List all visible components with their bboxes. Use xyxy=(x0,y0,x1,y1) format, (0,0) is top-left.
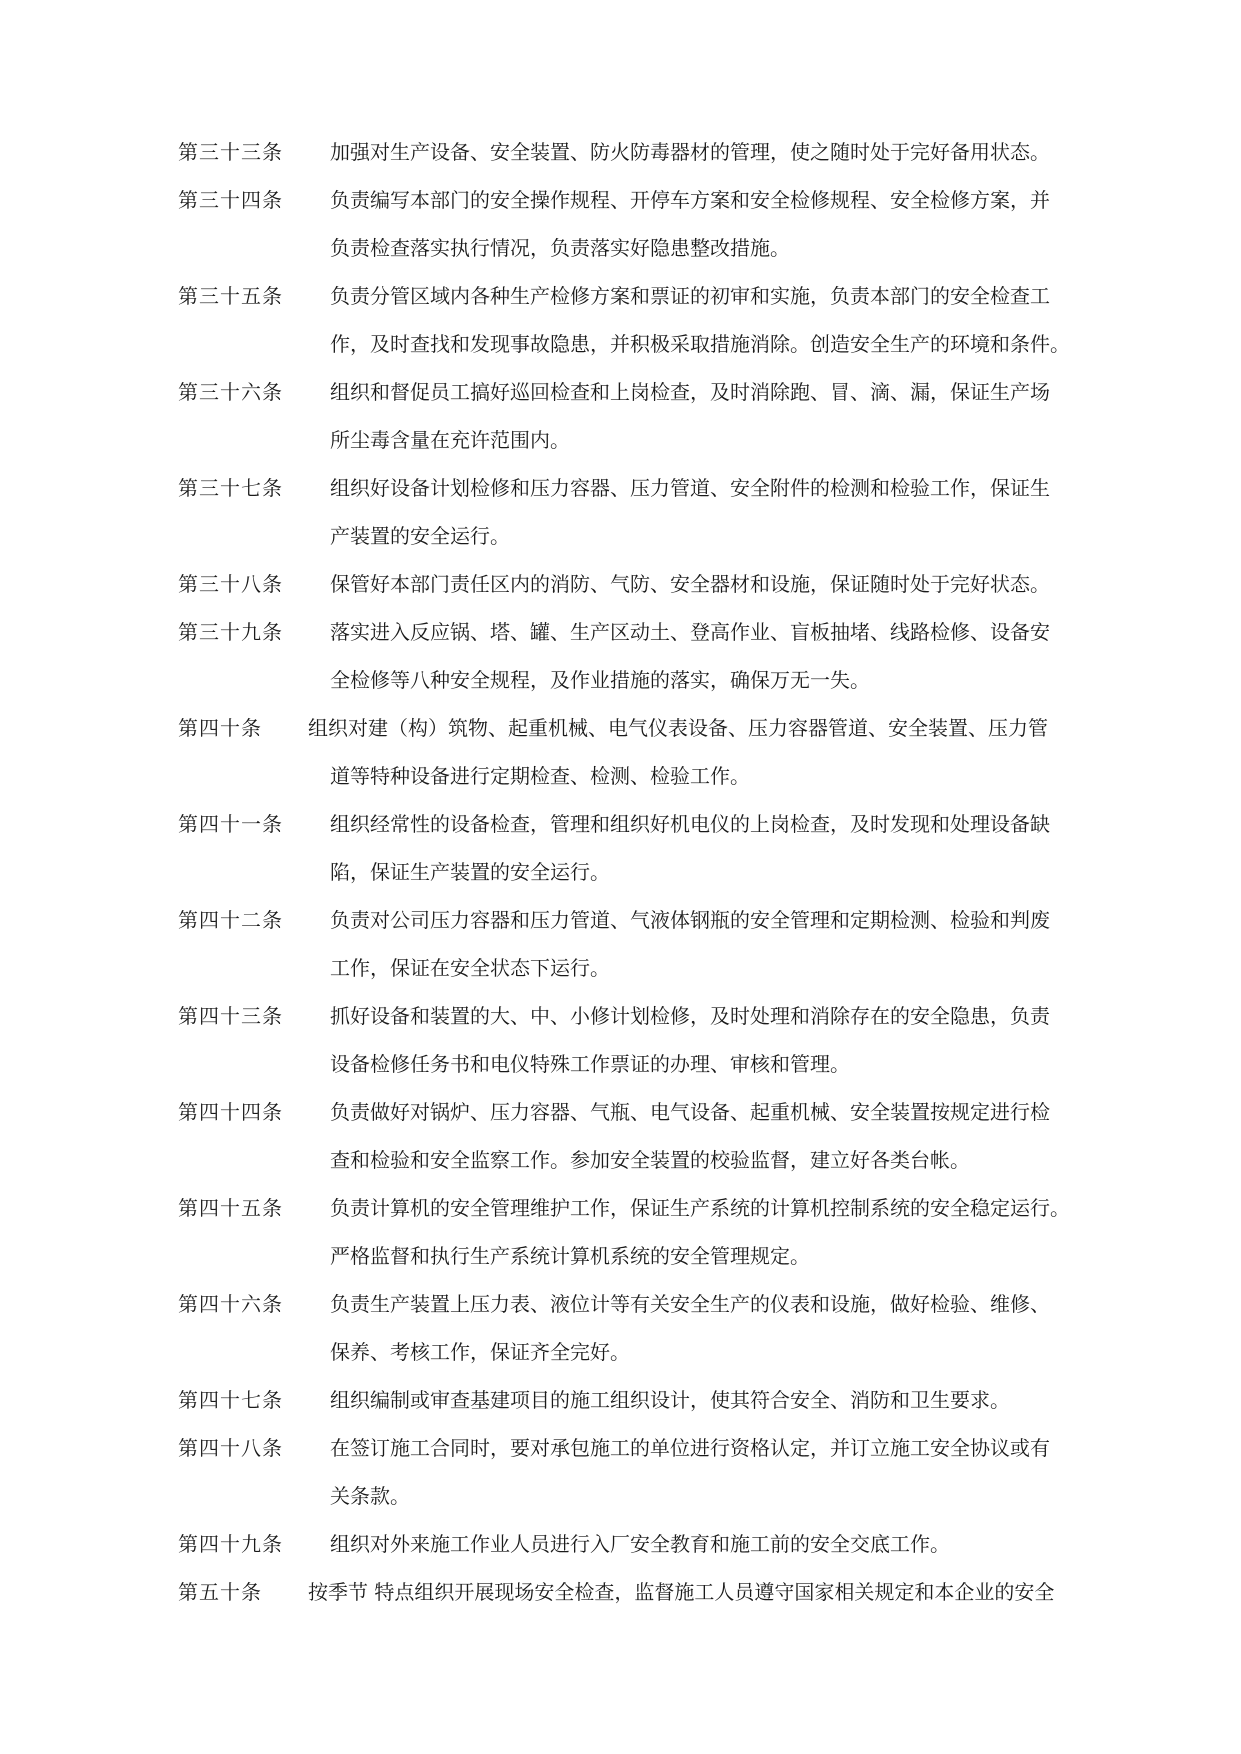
article-number: 第四十八条 xyxy=(178,1436,283,1460)
article-item xyxy=(178,992,1138,1088)
article-number: 第三十三条 xyxy=(178,140,283,164)
article-text-line: 严格监督和执行生产系统计算机系统的安全管理规定。 xyxy=(330,1244,810,1268)
article-text-line: 作，及时查找和发现事故隐患，并积极采取措施消除。创造安全生产的环境和条件。 xyxy=(330,332,1070,356)
article-number: 第三十八条 xyxy=(178,572,283,596)
article-item xyxy=(178,1376,1138,1424)
article-text-line: 陷，保证生产装置的安全运行。 xyxy=(330,860,610,884)
article-item xyxy=(178,896,1138,992)
article-text-line: 全检修等八种安全规程，及作业措施的落实，确保万无一失。 xyxy=(330,668,870,692)
article-number: 第四十九条 xyxy=(178,1532,283,1556)
article-text-line: 负责分管区域内各种生产检修方案和票证的初审和实施，负责本部门的安全检查工 xyxy=(330,284,1050,308)
article-text-line: 道等特种设备进行定期检查、检测、检验工作。 xyxy=(330,764,750,788)
article-number: 第三十七条 xyxy=(178,476,283,500)
article-text-line: 按季节 特点组织开展现场安全检查，监督施工人员遵守国家相关规定和本企业的安全 xyxy=(308,1580,1055,1604)
article-item xyxy=(178,464,1138,560)
article-text-line: 工作，保证在安全状态下运行。 xyxy=(330,956,610,980)
article-number: 第三十四条 xyxy=(178,188,283,212)
article-number: 第四十条 xyxy=(178,716,262,740)
article-item xyxy=(178,1568,1138,1616)
article-item xyxy=(178,1184,1138,1280)
article-text-line: 组织和督促员工搞好巡回检查和上岗检查，及时消除跑、冒、滴、漏，保证生产场 xyxy=(330,380,1050,404)
article-text-line: 负责计算机的安全管理维护工作，保证生产系统的计算机控制系统的安全稳定运行。 xyxy=(330,1196,1070,1220)
article-text-line: 组织经常性的设备检查，管理和组织好机电仪的上岗检查，及时发现和处理设备缺 xyxy=(330,812,1050,836)
article-text-line: 负责对公司压力容器和压力管道、气液体钢瓶的安全管理和定期检测、检验和判废 xyxy=(330,908,1050,932)
article-list xyxy=(178,128,1138,1616)
article-item xyxy=(178,1088,1138,1184)
article-item xyxy=(178,176,1138,272)
article-number: 第四十六条 xyxy=(178,1292,283,1316)
article-number: 第四十五条 xyxy=(178,1196,283,1220)
article-number: 第五十条 xyxy=(178,1580,262,1604)
article-item xyxy=(178,704,1138,800)
article-item xyxy=(178,560,1138,608)
article-number: 第四十七条 xyxy=(178,1388,283,1412)
article-text-line: 所尘毒含量在充许范围内。 xyxy=(330,428,570,452)
article-number: 第四十二条 xyxy=(178,908,283,932)
article-text-line: 保养、考核工作，保证齐全完好。 xyxy=(330,1340,630,1364)
article-item xyxy=(178,1424,1138,1520)
article-number: 第三十五条 xyxy=(178,284,283,308)
article-item xyxy=(178,1280,1138,1376)
article-text-line: 关条款。 xyxy=(330,1484,410,1508)
article-text-line: 组织好设备计划检修和压力容器、压力管道、安全附件的检测和检验工作，保证生 xyxy=(330,476,1050,500)
article-number: 第三十九条 xyxy=(178,620,283,644)
article-number: 第四十四条 xyxy=(178,1100,283,1124)
article-text-line: 组织对外来施工作业人员进行入厂安全教育和施工前的安全交底工作。 xyxy=(330,1532,950,1556)
article-text-line: 查和检验和安全监察工作。参加安全装置的校验监督，建立好各类台帐。 xyxy=(330,1148,970,1172)
article-text-line: 产装置的安全运行。 xyxy=(330,524,510,548)
article-text-line: 组织对建（构）筑物、起重机械、电气仪表设备、压力容器管道、安全装置、压力管 xyxy=(308,716,1048,740)
article-item xyxy=(178,1520,1138,1568)
article-item xyxy=(178,128,1138,176)
article-text-line: 设备检修任务书和电仪特殊工作票证的办理、审核和管理。 xyxy=(330,1052,850,1076)
article-text-line: 负责编写本部门的安全操作规程、开停车方案和安全检修规程、安全检修方案，并 xyxy=(330,188,1050,212)
article-text-line: 负责检查落实执行情况，负责落实好隐患整改措施。 xyxy=(330,236,790,260)
article-text-line: 负责做好对锅炉、压力容器、气瓶、电气设备、起重机械、安全装置按规定进行检 xyxy=(330,1100,1050,1124)
article-text-line: 在签订施工合同时，要对承包施工的单位进行资格认定，并订立施工安全协议或有 xyxy=(330,1436,1050,1460)
article-item xyxy=(178,368,1138,464)
article-item xyxy=(178,800,1138,896)
article-text-line: 负责生产装置上压力表、液位计等有关安全生产的仪表和设施，做好检验、维修、 xyxy=(330,1292,1050,1316)
article-item xyxy=(178,272,1138,368)
article-text-line: 加强对生产设备、安全装置、防火防毒器材的管理，使之随时处于完好备用状态。 xyxy=(330,140,1050,164)
article-number: 第四十三条 xyxy=(178,1004,283,1028)
article-number: 第四十一条 xyxy=(178,812,283,836)
article-text-line: 落实进入反应锅、塔、罐、生产区动土、登高作业、盲板抽堵、线路检修、设备安 xyxy=(330,620,1050,644)
article-number: 第三十六条 xyxy=(178,380,283,404)
article-item xyxy=(178,608,1138,704)
article-text-line: 抓好设备和装置的大、中、小修计划检修，及时处理和消除存在的安全隐患，负责 xyxy=(330,1004,1050,1028)
article-text-line: 组织编制或审查基建项目的施工组织设计，使其符合安全、消防和卫生要求。 xyxy=(330,1388,1010,1412)
article-text-line: 保管好本部门责任区内的消防、气防、安全器材和设施，保证随时处于完好状态。 xyxy=(330,572,1050,596)
